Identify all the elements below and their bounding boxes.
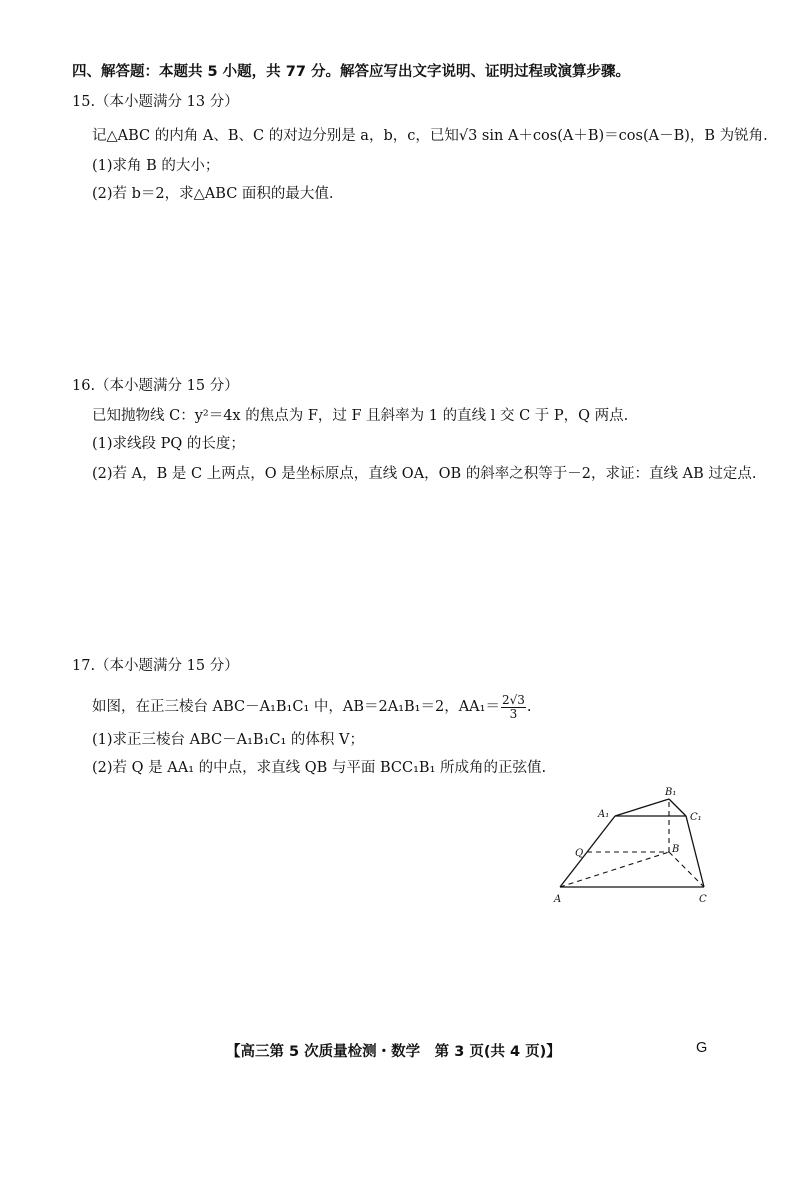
label-A1: A₁ — [598, 809, 610, 820]
label-B: B — [672, 844, 680, 855]
edge-A1-B1 — [615, 799, 669, 816]
paper-code: G — [696, 1040, 708, 1056]
label-B1: B₁ — [665, 787, 677, 798]
q17-part2: (2)若 Q 是 AA₁ 的中点，求直线 QB 与平面 BCC₁B₁ 所成角的正弦值. — [92, 760, 547, 776]
q15-stem: 记△ABC 的内角 A、B、C 的对边分别是 a，b，c，已知√3 sin A＋cos(A＋B)＝cos(A－B)，B 为锐角. — [92, 128, 768, 144]
q16-part2: (2)若 A，B 是 C 上两点，O 是坐标原点，直线 OA，OB 的斜率之积等于－2，求证：直线 AB 过定点. — [92, 466, 757, 482]
q16-title: 16.（本小题满分 15 分） — [72, 378, 239, 394]
edge-B-C — [669, 852, 704, 887]
label-Q: Q — [575, 848, 584, 859]
section-header: 四、解答题：本题共 5 小题，共 77 分。解答应写出文字说明、证明过程或演算步骤。 — [72, 64, 630, 80]
q15-part2: (2)若 b＝2，求△ABC 面积的最大值. — [92, 186, 334, 202]
q16-part1: (1)求线段 PQ 的长度； — [92, 436, 245, 452]
frustum-figure — [548, 780, 718, 910]
q17-stem-end: . — [526, 699, 532, 715]
label-C1: C₁ — [690, 812, 702, 823]
q15-title: 15.（本小题满分 13 分） — [72, 94, 239, 110]
q17-stem — [92, 692, 531, 722]
page-footer: 【高三第 5 次质量检测・数学 第 3 页(共 4 页)】 — [226, 1044, 561, 1060]
q17-part1: (1)求正三棱台 ABC－A₁B₁C₁ 的体积 V； — [92, 732, 364, 748]
edge-C-C1 — [686, 816, 704, 887]
q17-stem-text: 如图，在正三棱台 ABC－A₁B₁C₁ 中，AB＝2A₁B₁＝2，AA₁＝ — [92, 699, 500, 715]
q16-stem: 已知抛物线 C：y²＝4x 的焦点为 F，过 F 且斜率为 1 的直线 l 交 C 于 P，Q 两点. — [92, 408, 629, 424]
fraction — [501, 694, 526, 721]
label-A: A — [554, 894, 562, 905]
label-C: C — [699, 894, 707, 905]
fraction-denominator: 3 — [509, 706, 518, 721]
q17-title: 17.（本小题满分 15 分） — [72, 658, 239, 674]
edge-B1-C1 — [669, 799, 686, 816]
fraction-numerator: 2√3 — [501, 692, 525, 707]
q15-part1: (1)求角 B 的大小； — [92, 158, 220, 174]
